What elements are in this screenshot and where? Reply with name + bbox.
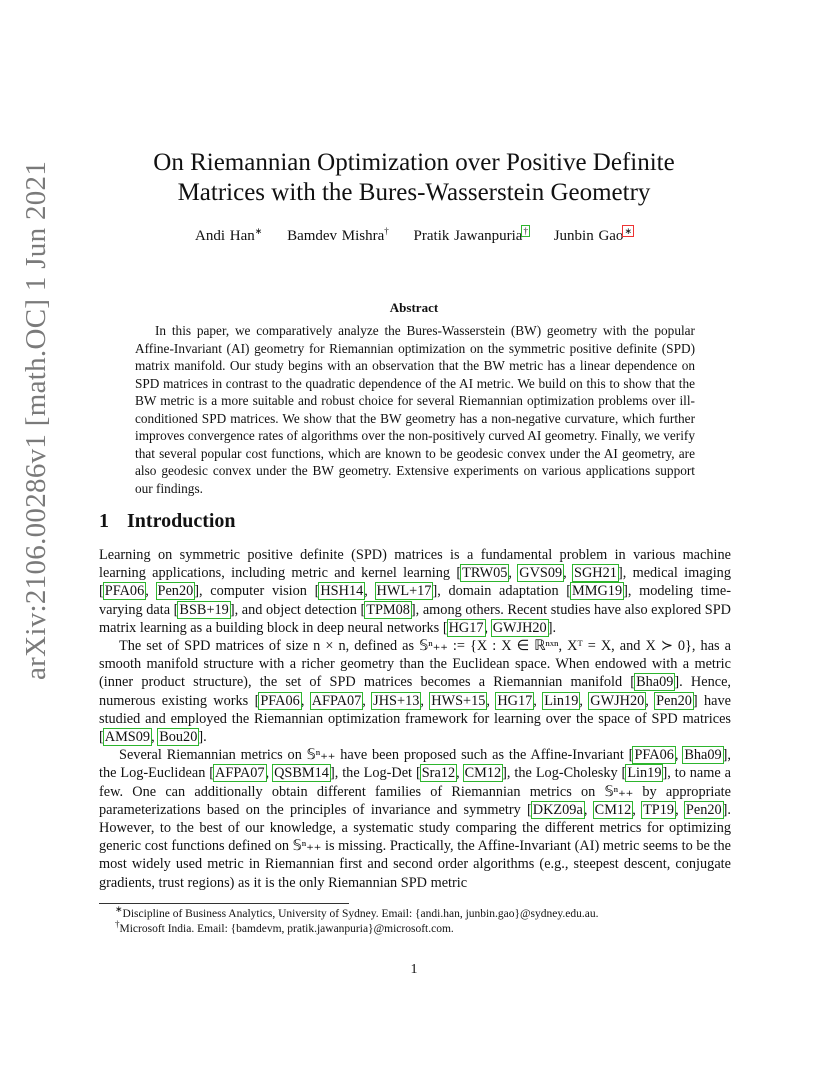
citation-link[interactable]: JHS+13 (373, 692, 420, 709)
citation-link[interactable]: HG17 (497, 692, 533, 709)
paragraph: Learning on symmetric positive definite (SPD) matrices is a fundamental problem in various machine learning applications, including metric and kernel learning [TRW05, GVS09, SGH21], medical imaging [PFA06, Pen20], computer vision [HSH14, HWL+17], domain adaptation [MMG19], modeling time-varying data [BSB+19], and object detection [TPM08], among others. Recent studies have also explored SPD matrix learning as a building block in deep neural networks [HG17, GWJH20]. (99, 547, 732, 636)
citation-link[interactable]: Bou20 (159, 729, 198, 746)
arxiv-identifier-stamp: arXiv:2106.00286v1 [math.OC] 1 Jun 2021 (20, 160, 52, 680)
citation-link[interactable]: BSB+19 (179, 601, 229, 618)
author: Andi Han∗ (195, 226, 263, 244)
citation-link[interactable]: GVS09 (519, 565, 563, 582)
citation-link[interactable]: Sra12 (421, 765, 456, 782)
citation-link[interactable]: MMG19 (572, 583, 623, 600)
citation-link[interactable]: AMS09 (104, 729, 151, 746)
citation-link[interactable]: SGH21 (574, 565, 617, 582)
footnotes (99, 904, 731, 937)
paragraph: Several Riemannian metrics on 𝕊ⁿ₊₊ have been proposed such as the Affine-Invariant [PFA06, Bha09], the Log-Euclidean [AFPA07, QSBM14], the Log-Det [Sra12, CM12], the Log-Cholesky [Lin19], to name a few. One can additionally obtain different families of Riemannian metrics on 𝕊ⁿ₊₊ by appropriate parameterizations based on the principles of invariance and symmetry [DKZ09a, CM12, TP19, Pen20]. However, to the best of our knowledge, a systematic study comparing the different metrics for optimizing generic cost functions defined on 𝕊ⁿ₊₊ is missing. Practically, the Affine-Invariant (AI) metric seems to be the most widely used metric in Riemannian first and second order algorithms (e.g., steepest descent, conjugate gradients, trust regions) as it is the only Riemannian SPD metric (99, 747, 732, 891)
citation-link[interactable]: Pen20 (157, 583, 194, 600)
citation-link[interactable]: CM12 (464, 765, 502, 782)
citation-link[interactable]: DKZ09a (532, 801, 583, 818)
citation-link[interactable]: GWJH20 (492, 619, 547, 636)
section-number: 1 (99, 510, 109, 532)
paragraph: The set of SPD matrices of size n × n, defined as 𝕊ⁿ₊₊ := {X : X ∈ ℝⁿˣⁿ, Xᵀ = X, and X ≻ 0}, has a smooth manifold structure with a richer geometry than the Euclidean space. When endowed with a metric (inner product structure), the set of SPD matrices becomes a Riemannian manifold [Bha09]. Hence, numerous existing works [PFA06, AFPA07, JHS+13, HWS+15, HG17, Lin19, GWJH20, Pen20] have studied and employed the Riemannian optimization framework for learning over the space of SPD matrices [AMS09, Bou20]. (99, 638, 731, 746)
author: Pratik Jawanpuria† (413, 226, 528, 244)
citation-link[interactable]: GWJH20 (590, 692, 645, 709)
author-footnote-link[interactable]: ∗ (624, 226, 632, 236)
citation-link[interactable]: PFA06 (104, 583, 145, 600)
abstract-text: In this paper, we comparatively analyze the Bures-Wasserstein (BW) geometry with the popular Affine-Invariant (AI) geometry for Riemannian optimization on the symmetric positive definite (SPD) matrix manifold. Our study begins with an observation that the BW metric has a linear dependence on SPD matrices in contrast to the quadratic dependence of the AI metric. We build on this to show that the BW metric is a more suitable and robust choice for several Riemannian optimization problems over ill-conditioned SPD matrices. We show that the BW geometry has a non-negative curvature, which further improves convergence rates of algorithms over the non-positively curved AI geometry. Finally, we verify that several popular cost functions, which are known to be geodesic convex under the AI geometry, are also geodesic convex under the BW geometry. Extensive experiments on various applications support our findings. (135, 323, 695, 496)
author: Bamdev Mishra† (287, 226, 389, 244)
citation-link[interactable]: AFPA07 (311, 692, 362, 709)
citation-link[interactable]: Bha09 (636, 674, 674, 691)
abstract-heading: Abstract (389, 300, 439, 315)
section-heading (99, 510, 236, 533)
author-list (0, 228, 828, 245)
citation-link[interactable]: Pen20 (656, 692, 692, 709)
citation-link[interactable]: QSBM14 (274, 765, 329, 782)
abstract-body (135, 322, 695, 497)
paper-title (0, 148, 828, 208)
author-footnote-link[interactable]: † (523, 226, 528, 236)
introduction-body (99, 546, 731, 892)
title-line-2: Matrices with the Bures-Wasserstein Geometry (177, 179, 651, 206)
citation-link[interactable]: Lin19 (627, 765, 662, 782)
citation-link[interactable]: TP19 (643, 801, 675, 818)
citation-link[interactable]: Bha09 (684, 747, 722, 764)
citation-link[interactable]: PFA06 (260, 692, 300, 709)
citation-link[interactable]: HWL+17 (376, 583, 432, 600)
author: Junbin Gao∗ (553, 226, 632, 244)
citation-link[interactable]: HSH14 (320, 583, 364, 600)
citation-link[interactable]: HWS+15 (431, 692, 486, 709)
footnote-affiliation-2: †Microsoft India. Email: {bamdevm, pratik.jawanpuria}@microsoft.com. (115, 919, 454, 935)
citation-link[interactable]: Pen20 (685, 801, 722, 818)
citation-link[interactable]: HG17 (448, 619, 484, 636)
title-line-1: On Riemannian Optimization over Positive Definite (153, 149, 675, 176)
citation-link[interactable]: TRW05 (462, 565, 508, 582)
citation-link[interactable]: Lin19 (544, 692, 579, 709)
footnote-divider (99, 903, 349, 904)
citation-link[interactable]: AFPA07 (215, 765, 265, 782)
section-title: Introduction (127, 510, 236, 532)
citation-link[interactable]: TPM08 (366, 601, 410, 618)
footnote-affiliation-1: ∗Discipline of Business Analytics, University of Sydney. Email: {andi.han, junbin.gao}@sydney.edu.au. (115, 904, 599, 920)
citation-link[interactable]: PFA06 (634, 747, 674, 764)
citation-link[interactable]: CM12 (594, 801, 632, 818)
page-number: 1 (410, 962, 418, 977)
